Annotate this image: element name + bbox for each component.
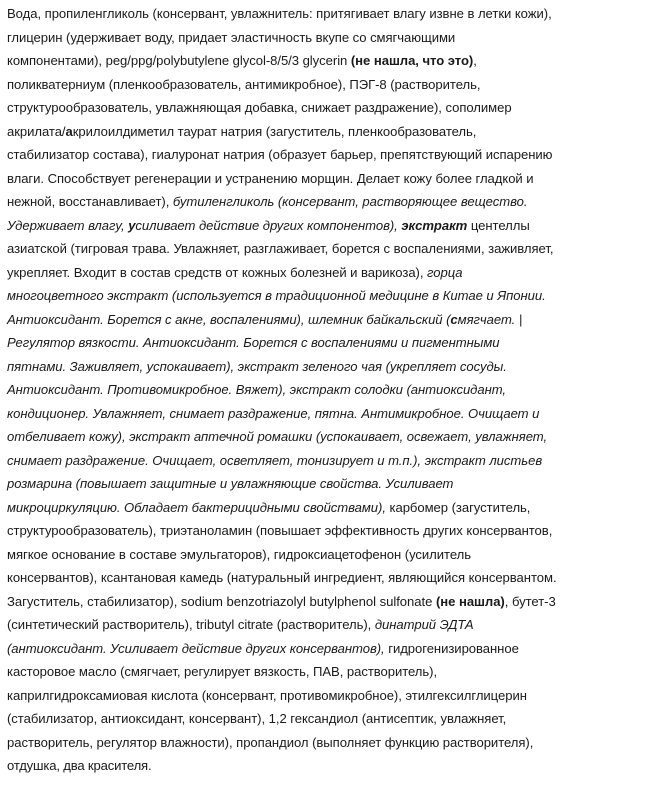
text-run: глицерин (удерживает воду, придает эластичность вкупе со смягчающими <box>7 29 456 45</box>
text-run: структурообразователь, увлажняющая добавка, снижает раздражение), сополимер <box>7 100 512 115</box>
text-run: поликватерниум (пленкообразователь, антимикробное), ПЭГ-8 (растворитель, <box>7 76 481 92</box>
text-run: мягчает. | <box>457 311 523 327</box>
text-run: Загуститель, стабилизатор), sodium benzotriazolyl butylphenol sulfonate <box>7 593 436 609</box>
text-run: центеллы <box>467 217 530 233</box>
text-line <box>7 472 671 496</box>
text-line <box>7 355 671 379</box>
text-line <box>7 684 671 708</box>
text-line <box>7 284 671 308</box>
text-line <box>7 519 671 543</box>
text-run: (стабилизатор, антиоксидант, консервант), 1,2 гександиол (антисептик, увлажняет, <box>7 711 507 726</box>
text-run: Антиоксидант. Противомикробное. Вяжет), экстракт солодки (антиоксидант, <box>7 382 507 397</box>
text-run: нежной, восстанавливает), <box>7 194 173 209</box>
text-line <box>7 496 671 520</box>
text-run: касторовое масло (смягчает, регулирует вязкость, ПАВ, растворитель), <box>7 664 438 679</box>
text-line <box>7 731 671 755</box>
text-run: компонентами), peg/ppg/polybutylene glycol-8/5/3 glycerin <box>7 53 351 68</box>
text-run: укрепляет. Входит в состав средств от кожных болезней и варикоза), <box>7 264 428 280</box>
text-run: каприлгидроксамиовая кислота (консервант, противомикробное), этилгексилглицерин <box>7 687 527 703</box>
text-run: многоцветного экстракт (используется в традиционной медицине в Китае и Японии. <box>7 288 546 303</box>
text-line <box>7 237 671 261</box>
text-line <box>7 449 671 473</box>
text-run: у <box>128 217 136 233</box>
text-run: , бутет-3 <box>504 593 556 609</box>
text-run: отбеливает кожу), экстракт аптечной ромашки (успокаивает, освежает, увлажняет, <box>7 429 548 444</box>
text-run: пятнами. Заживляет, успокаивает), экстракт зеленого чая (укрепляет сосуды. <box>7 358 507 374</box>
text-line <box>7 308 671 332</box>
text-run: гидрогенизированное <box>384 640 519 656</box>
text-run: карбомер (загуститель, <box>385 499 531 515</box>
text-run: структурообразователь), триэтаноламин (повышает эффективность других консервантов, <box>7 523 553 538</box>
text-line <box>7 26 671 50</box>
text-line <box>7 214 671 238</box>
text-run: мягкое основание в составе эмульгаторов), гидроксиацетофенон (усилитель <box>7 546 471 562</box>
text-run: , <box>473 53 477 68</box>
text-run: консервантов), ксантановая камедь (натуральный ингредиент, являющийся консервантом. <box>7 570 557 585</box>
text-line <box>7 637 671 661</box>
text-run: горца <box>427 264 463 280</box>
text-run: снимает раздражение. Очищает, осветляет, тонизирует и т.п.), экстракт листьев <box>7 452 543 468</box>
text-run: микроциркуляцию. Обладает бактерицидными свойствами), <box>7 499 386 515</box>
text-line <box>7 707 671 731</box>
text-line <box>7 378 671 402</box>
text-run: динатрий ЭДТА <box>374 617 474 632</box>
text-run: кондиционер. Увлажняет, снимает раздражение, пятна. Антимикробное. Очищает и <box>7 405 540 421</box>
text-run: акрилата/ <box>7 123 66 139</box>
text-run: Антиоксидант. Борется с акне, воспалениями), шлемник байкальский ( <box>7 311 451 327</box>
text-line <box>7 2 671 26</box>
text-run: азиатской (тигровая трава. Увлажняет, разглаживает, борется с воспалениями, заживляет, <box>7 241 554 256</box>
text-run: растворитель, регулятор влажности), пропандиол (выполняет функцию растворителя), <box>7 734 534 750</box>
text-line <box>7 566 671 590</box>
text-line <box>7 96 671 120</box>
text-run: Удерживает влагу, <box>7 217 129 233</box>
text-run: розмарина (повышает защитные и увлажняющие свойства. Усиливает <box>7 476 454 491</box>
text-run: (синтетический растворитель), tributyl citrate (растворитель), <box>7 617 375 632</box>
text-run: силивает действие других компонентов), <box>135 217 402 233</box>
text-line <box>7 402 671 426</box>
text-run: экстракт <box>401 217 468 233</box>
text-line <box>7 120 671 144</box>
text-line <box>7 49 671 73</box>
text-line <box>7 425 671 449</box>
text-run: бутиленгликоль (консервант, растворяющее вещество. <box>172 194 528 209</box>
text-line <box>7 261 671 285</box>
text-line <box>7 613 671 637</box>
ingredients-document <box>7 2 671 778</box>
text-run: отдушка, два красителя. <box>7 758 152 773</box>
text-run: (не нашла) <box>435 593 505 609</box>
text-line <box>7 167 671 191</box>
text-line <box>7 754 671 778</box>
text-run: стабилизатор состава), гиалуронат натрия (образует барьер, препятствующий испарению <box>7 147 553 162</box>
text-run: Регулятор вязкости. Антиоксидант. Борется с воспалениями и пигментными <box>7 335 500 350</box>
text-run: влаги. Способствует регенерации и устранению морщин. Делает кожу более гладкой и <box>7 170 534 186</box>
text-run: крилоилдиметил таурат натрия (загуститель, пленкообразователь, <box>72 123 477 139</box>
text-run: с <box>450 311 458 327</box>
text-run: (не нашла, что это) <box>350 53 474 68</box>
text-line <box>7 543 671 567</box>
text-line <box>7 590 671 614</box>
text-run: (антиоксидант. Усиливает действие других консервантов), <box>7 640 385 656</box>
text-run: Вода, пропиленгликоль (консервант, увлажнитель: притягивает влагу извне в летки кожи), <box>7 6 552 21</box>
text-line <box>7 143 671 167</box>
text-line <box>7 331 671 355</box>
text-line <box>7 190 671 214</box>
text-line <box>7 73 671 97</box>
text-line <box>7 660 671 684</box>
text-run: а <box>65 123 73 139</box>
